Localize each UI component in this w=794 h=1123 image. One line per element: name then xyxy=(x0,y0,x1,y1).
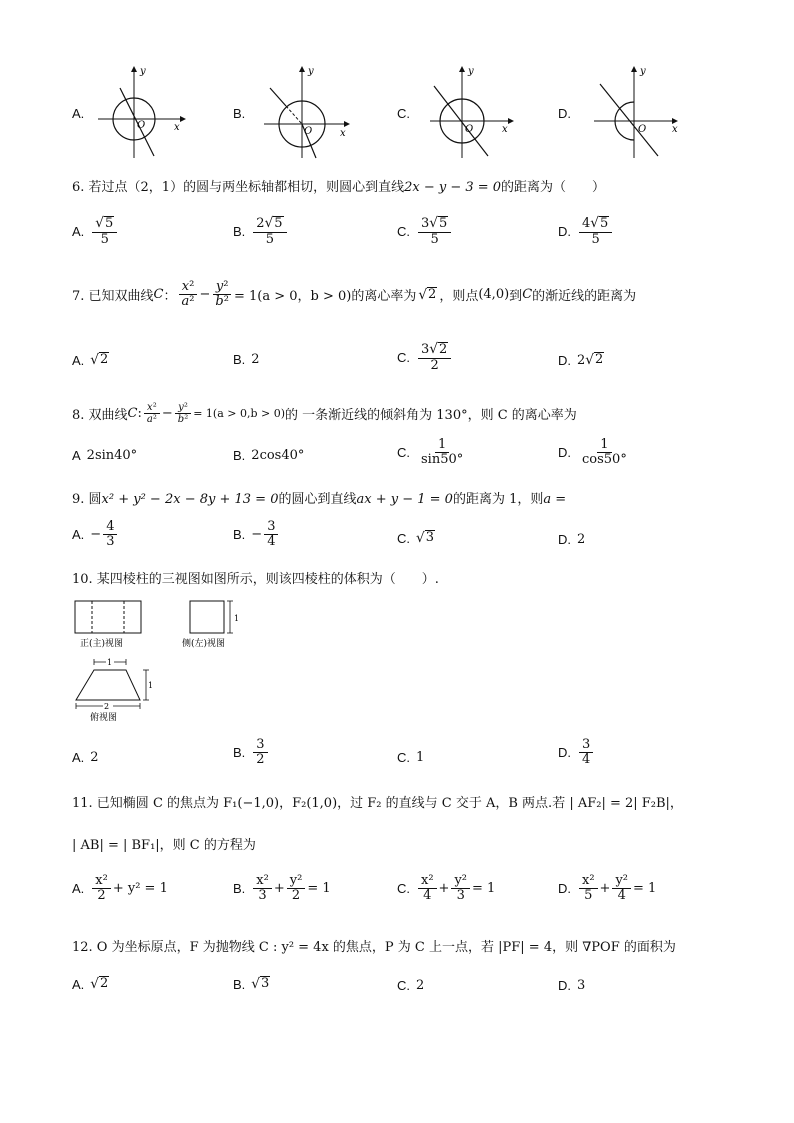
x-axis-label: x xyxy=(672,124,678,135)
y-axis-label: y xyxy=(140,66,146,77)
q5-option-d-label: D. xyxy=(558,106,571,121)
q10-option-a[interactable]: A. 2 xyxy=(72,750,99,765)
q12-option-d[interactable]: D. 3 xyxy=(558,978,586,993)
q9-stem: 9. 圆x² + y² − 2x − 8y + 13 = 0的圆心到直线ax + y − 1 = 0的距离为 1，则a = xyxy=(72,492,567,507)
y-axis-label: y xyxy=(468,66,474,77)
q9-option-d[interactable]: D. 2 xyxy=(558,532,586,547)
q7-option-c[interactable]: C. 3 √ 2 2 xyxy=(397,342,453,373)
q5-option-b-label: B. xyxy=(233,106,246,121)
q5-option-c-label: C. xyxy=(397,106,410,121)
q12-option-a[interactable]: A. √ 2 xyxy=(72,976,109,992)
q5-option-b-graph xyxy=(262,64,352,160)
origin-label: O xyxy=(465,124,474,135)
q6-option-b[interactable]: B. 2 √ 5 5 xyxy=(233,216,289,247)
q6-line-expr: 2x − y − 3 = 0 xyxy=(404,180,502,195)
q5-options xyxy=(0,60,794,160)
front-view-label: 正(主)视图 xyxy=(80,639,124,649)
q12-option-c[interactable]: C. 2 xyxy=(397,978,425,993)
top-dim-label: 1 xyxy=(107,658,113,667)
q6-option-c[interactable]: C. 3 √ 5 5 xyxy=(397,216,453,247)
q9-option-c[interactable]: C. √ 3 xyxy=(397,530,434,546)
x-axis-label: x xyxy=(340,128,346,139)
q7-option-a[interactable]: A. √ 2 xyxy=(72,352,109,368)
q11-stem-line2: | AB| = | BF₁|，则 C 的方程为 xyxy=(72,838,256,853)
q7-stem: 7. 已知双曲线 C ： $\frac{\text{x²}}{\text{a²}}$ − $\frac{\text{y²}}{\text{b²}}$ = 1(a > 0，b > 0) 的离心率为 √ 2 ，则点 (4,0) 到 C 的渐近线的距离为 xyxy=(72,279,637,310)
q10-three-views-figure xyxy=(70,596,250,726)
x-axis-label: x xyxy=(174,122,180,133)
q10-option-b[interactable]: B. $\frac{3}{2}$ xyxy=(233,738,270,768)
q6-option-a[interactable]: A. √ 5 5 xyxy=(72,216,119,247)
q5-option-d-graph xyxy=(592,64,682,160)
q8-stem: 8. 双曲线 C : $\frac{\text{x²}}{\text{a²}}$ − $\frac{\text{y²}}{\text{b²}}$ = 1(a > 0,b > 0) 的 一条渐近线的倾斜角为 130°，则 C 的离心率为 xyxy=(72,402,577,425)
q10-option-c[interactable]: C. 1 xyxy=(397,750,425,765)
bottom-dim-label: 2 xyxy=(104,702,110,711)
q11-option-a[interactable]: A. $\frac{\text{x²}}{2}$ + y² = 1 xyxy=(72,873,168,904)
q11-stem-line1: 11. 已知椭圆 C 的焦点为 F₁(−1,0)，F₂(1,0)，过 F₂ 的直线与 C 交于 A，B 两点.若 | AF₂| = 2| F₂B|， xyxy=(72,796,683,811)
origin-label: O xyxy=(638,124,647,135)
side-view-label: 侧(左)视图 xyxy=(182,639,226,649)
q6-option-d[interactable]: D. 4 √ 5 5 xyxy=(558,216,614,247)
height-dim-label: 1 xyxy=(148,681,154,690)
q9-option-a[interactable]: A. − $\frac{4}{3}$ xyxy=(72,520,119,550)
y-axis-label: y xyxy=(308,66,314,77)
q11-option-b[interactable]: B. $\frac{\text{x²}}{3}$ + $\frac{\text{y²}}{2}$ = 1 xyxy=(233,873,331,904)
q7-option-b[interactable]: B. 2 xyxy=(233,352,260,367)
q12-option-b[interactable]: B. √ 3 xyxy=(233,976,270,992)
q7-option-d[interactable]: D. 2 √ 2 xyxy=(558,352,604,368)
q10-option-d[interactable]: D. $\frac{3}{4}$ xyxy=(558,738,595,768)
q10-stem: 10. 某四棱柱的三视图如图所示，则该四棱柱的体积为（ ）. xyxy=(72,572,439,587)
q11-option-d[interactable]: D. $\frac{\text{x²}}{5}$ + $\frac{\text{y²}}{4}$ = 1 xyxy=(558,873,657,904)
origin-label: O xyxy=(304,126,313,137)
q8-option-a[interactable]: A 2sin40° xyxy=(72,448,138,463)
q11-option-c[interactable]: C. $\frac{\text{x²}}{4}$ + $\frac{\text{y²}}{3}$ = 1 xyxy=(397,873,496,904)
q5-option-a-label: A. xyxy=(72,106,85,121)
y-axis-label: y xyxy=(640,66,646,77)
side-dim-label: 1 xyxy=(234,614,240,623)
q8-option-c[interactable]: C. $\frac{1}{\sin 50^\circ}$ xyxy=(397,437,464,468)
q8-option-d[interactable]: D. $\frac{1}{\cos 50^\circ}$ xyxy=(558,437,627,468)
top-view-label: 俯视图 xyxy=(90,713,118,723)
origin-label: O xyxy=(137,120,146,131)
q6-stem: 6. 若过点（2，1）的圆与两坐标轴都相切，则圆心到直线2x − y − 3 = 0的距离为（ ） xyxy=(72,180,606,195)
q5-option-c-graph xyxy=(428,64,518,160)
q9-option-b[interactable]: B. − $\frac{3}{4}$ xyxy=(233,520,280,550)
x-axis-label: x xyxy=(502,124,508,135)
q12-stem: 12. O 为坐标原点，F 为抛物线 C : y² = 4x 的焦点，P 为 C 上一点，若 |PF| = 4，则 ∇POF 的面积为 xyxy=(72,940,676,955)
q8-option-b[interactable]: B. 2cos40° xyxy=(233,448,305,463)
q5-option-a-graph xyxy=(96,64,186,160)
